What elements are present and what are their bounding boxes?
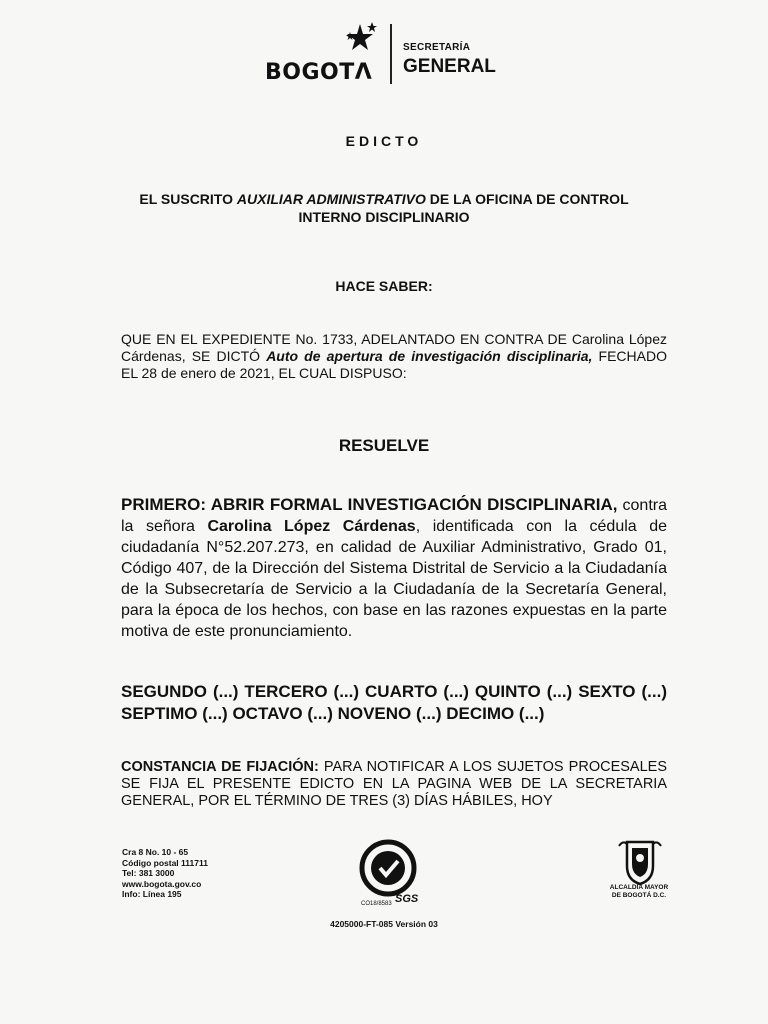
- suscrito-pre: EL SUSCRITO: [139, 191, 237, 207]
- footer-web: www.bogota.gov.co: [122, 878, 202, 889]
- primero-text2: , identificada con la cédula de ciudadanía N°52.207.273, en calidad de Auxiliar Administrativo, Grado 01, Código 407, de la Dirección del Sistema Distrital de Servicio a la Ciudadanía de la Subsecretaría de Servicio a la Ciudadanía de la Secretaría General, para la época de los hechos, con base en las razones expuestas en la parte motiva de este pronunciamiento.: [121, 518, 668, 640]
- expediente-text1: QUE EN EL EXPEDIENTE No. 1733, ADELANTADO EN CONTRA DE Carolina López Cárdenas, SE DICTÓ: [121, 331, 667, 364]
- footer-contact: [122, 847, 208, 900]
- cert-code: CO18/8583: [361, 901, 392, 907]
- alcaldia-label: [604, 884, 674, 900]
- secretaria-label: SECRETARÍA: [403, 42, 471, 53]
- footer-address: Cra 8 No. 10 - 65: [122, 847, 189, 857]
- primero-paragraph: [121, 494, 667, 642]
- primero-name: Carolina López Cárdenas: [207, 518, 416, 535]
- document-title: EDICTO: [345, 133, 423, 149]
- expediente-text2: FECHADO EL 28 de enero de 2021, EL CUAL DISPUSO:: [121, 348, 667, 381]
- general-label: GENERAL: [403, 56, 496, 77]
- header-divider: [390, 24, 392, 84]
- document-header: [262, 20, 502, 92]
- suscrito-post: DE LA OFICINA DE CONTROL: [425, 191, 629, 207]
- resuelve-heading: RESUELVE: [338, 436, 430, 455]
- suscrito-line2: INTERNO DISCIPLINARIO: [298, 209, 470, 225]
- star-logo-icon: [342, 20, 378, 60]
- alcaldia-line1: ALCALDÍA MAYOR: [609, 884, 669, 891]
- segundo-paragraph: SEGUNDO (...) TERCERO (...) CUARTO (...) QUINTO (...) SEXTO (...) SEPTIMO (...) OCTAVO (...) NOVENO (...) DECIMO (...): [121, 682, 667, 723]
- constancia-label: CONSTANCIA DE FIJACIÓN:: [121, 759, 319, 775]
- suscrito-heading: [0, 190, 768, 226]
- footer-info: Info: Línea 195: [122, 889, 182, 899]
- coat-of-arms-icon: [615, 836, 665, 886]
- constancia-paragraph: [121, 759, 667, 810]
- suscrito-role: AUXILIAR ADMINISTRATIVO: [236, 191, 426, 207]
- footer-postal: Código postal 111711: [122, 857, 208, 868]
- sgs-label: SGS: [395, 893, 419, 905]
- primero-text1: contra la señora: [121, 497, 667, 535]
- form-version: 4205000-FT-085 Versión 03: [330, 919, 438, 929]
- alcaldia-line2: DE BOGOTÁ D.C.: [611, 892, 667, 899]
- expediente-paragraph: [121, 331, 667, 382]
- bogota-logo-text: BOGOTΛ: [265, 60, 373, 85]
- primero-lead: PRIMERO: ABRIR FORMAL INVESTIGACIÓN DISCIPLINARIA,: [121, 495, 618, 514]
- sgs-certification-icon: [355, 834, 421, 906]
- constancia-text: PARA NOTIFICAR A LOS SUJETOS PROCESALES SE FIJA EL PRESENTE EDICTO EN LA PAGINA WEB DE LA SECRETARIA GENERAL, POR EL TÉRMINO DE TRES (3) DÍAS HÁBILES, HOY: [121, 759, 667, 809]
- expediente-auto: Auto de apertura de investigación disciplinaria,: [266, 348, 593, 364]
- hace-saber-heading: HACE SABER:: [335, 278, 433, 294]
- footer-tel: Tel: 381 3000: [122, 868, 175, 878]
